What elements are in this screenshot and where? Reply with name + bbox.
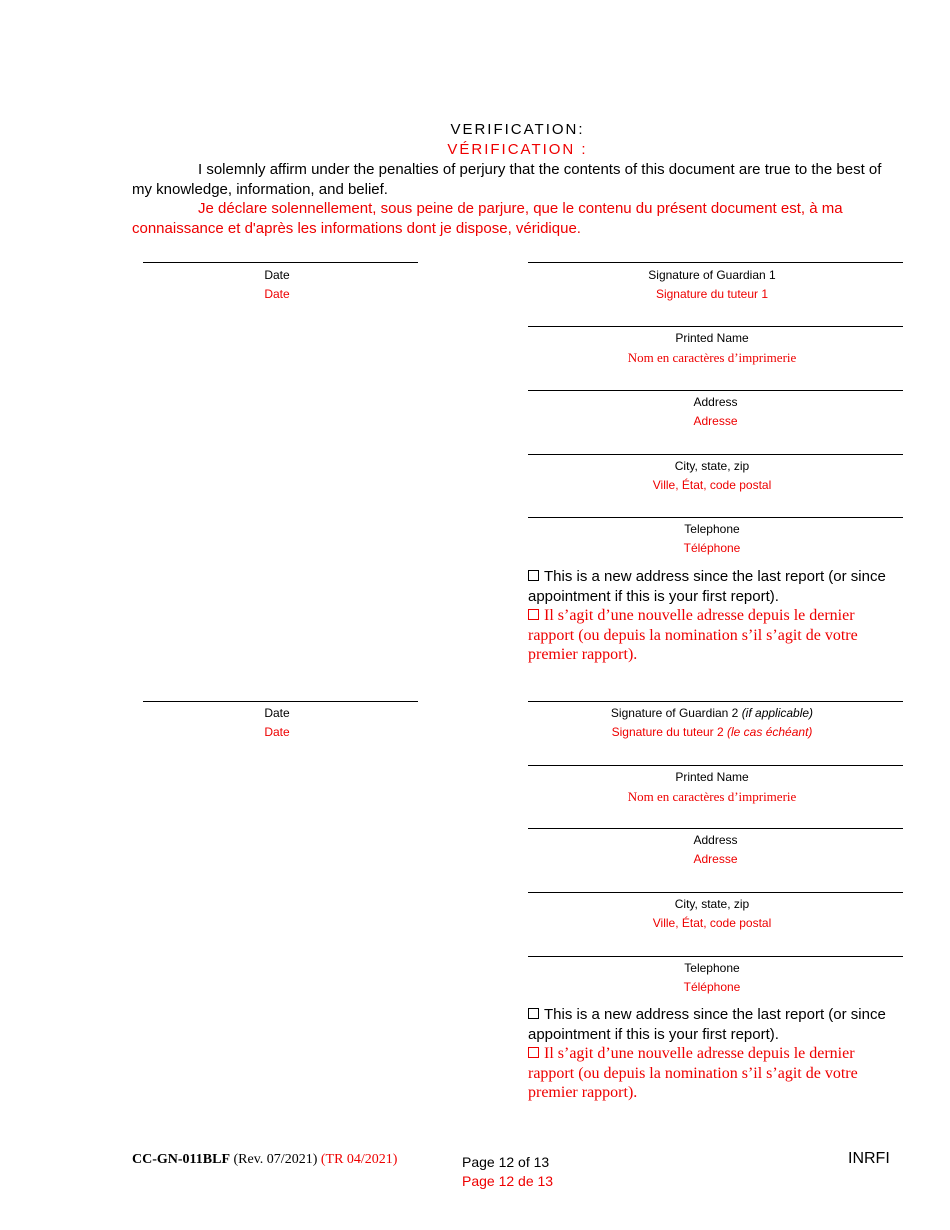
date-label-1: Date Date [264,268,290,301]
city-line-1[interactable] [528,454,903,455]
address-label-1: Address Adresse [693,395,738,428]
form-code: CC-GN-011BLF (Rev. 07/2021) (TR 04/2021) [132,1152,398,1167]
address-label-2: Address Adresse [693,833,738,866]
new-address-fr-1: Il s’agit d’une nouvelle adresse depuis le dernier rapport (ou depuis la nomination s’il s’agit de votre premier rapport). [528,607,858,663]
telephone-line-1[interactable] [528,517,903,518]
printed-name-label-1: Printed Name Nom en caractères d’imprimerie [627,331,797,365]
signature-label-guardian-1: Signature of Guardian 1 Signature du tuteur 1 [648,268,776,301]
signature-label-guardian-2: Signature of Guardian 2 (if applicable) Signature du tuteur 2 (le cas échéant) [610,706,814,739]
new-address-fr-2: Il s’agit d’une nouvelle adresse depuis le dernier rapport (ou depuis la nomination s’il s’agit de votre premier rapport). [528,1045,858,1101]
printed-name-label-2: Printed Name Nom en caractères d’imprimerie [627,770,797,804]
affirmation-en: I solemnly affirm under the penalties of perjury that the contents of this document are true to the best of my knowledge, information, and belief. [132,161,882,198]
new-address-checkbox-1[interactable] [528,567,903,665]
telephone-line-2[interactable] [528,956,903,957]
verification-title-fr: VÉRIFICATION : [447,141,588,158]
new-address-checkbox-2[interactable] [528,1005,903,1103]
signature-line-guardian-2[interactable] [528,701,903,702]
new-address-en-2: This is a new address since the last report (or since appointment if this is your first report). [528,1006,886,1043]
date-line-1[interactable] [143,262,418,263]
printed-name-line-2[interactable] [528,765,903,766]
page-number: Page 12 of 13 Page 12 de 13 [462,1154,554,1189]
checkbox-icon[interactable] [528,570,539,581]
new-address-en-1: This is a new address since the last report (or since appointment if this is your first report). [528,568,886,605]
form-tag: INRFI [848,1150,890,1167]
affirmation-fr: Je déclare solennellement, sous peine de parjure, que le contenu du présent document est, à ma connaissance et d'après les informations dont je dispose, véridique. [132,200,843,237]
date-line-2[interactable] [143,701,418,702]
printed-name-line-1[interactable] [528,326,903,327]
address-line-1[interactable] [528,390,903,391]
checkbox-icon[interactable] [528,1008,539,1019]
telephone-label-1: Telephone Téléphone [683,522,741,555]
checkbox-icon[interactable] [528,609,539,620]
city-line-2[interactable] [528,892,903,893]
signature-line-guardian-1[interactable] [528,262,903,263]
checkbox-icon[interactable] [528,1047,539,1058]
city-label-2: City, state, zip Ville, État, code postal [652,897,772,930]
telephone-label-2: Telephone Téléphone [683,961,741,994]
verification-title: VERIFICATION: [450,121,585,138]
address-line-2[interactable] [528,828,903,829]
city-label-1: City, state, zip Ville, État, code postal [652,459,772,492]
date-label-2: Date Date [264,706,290,739]
